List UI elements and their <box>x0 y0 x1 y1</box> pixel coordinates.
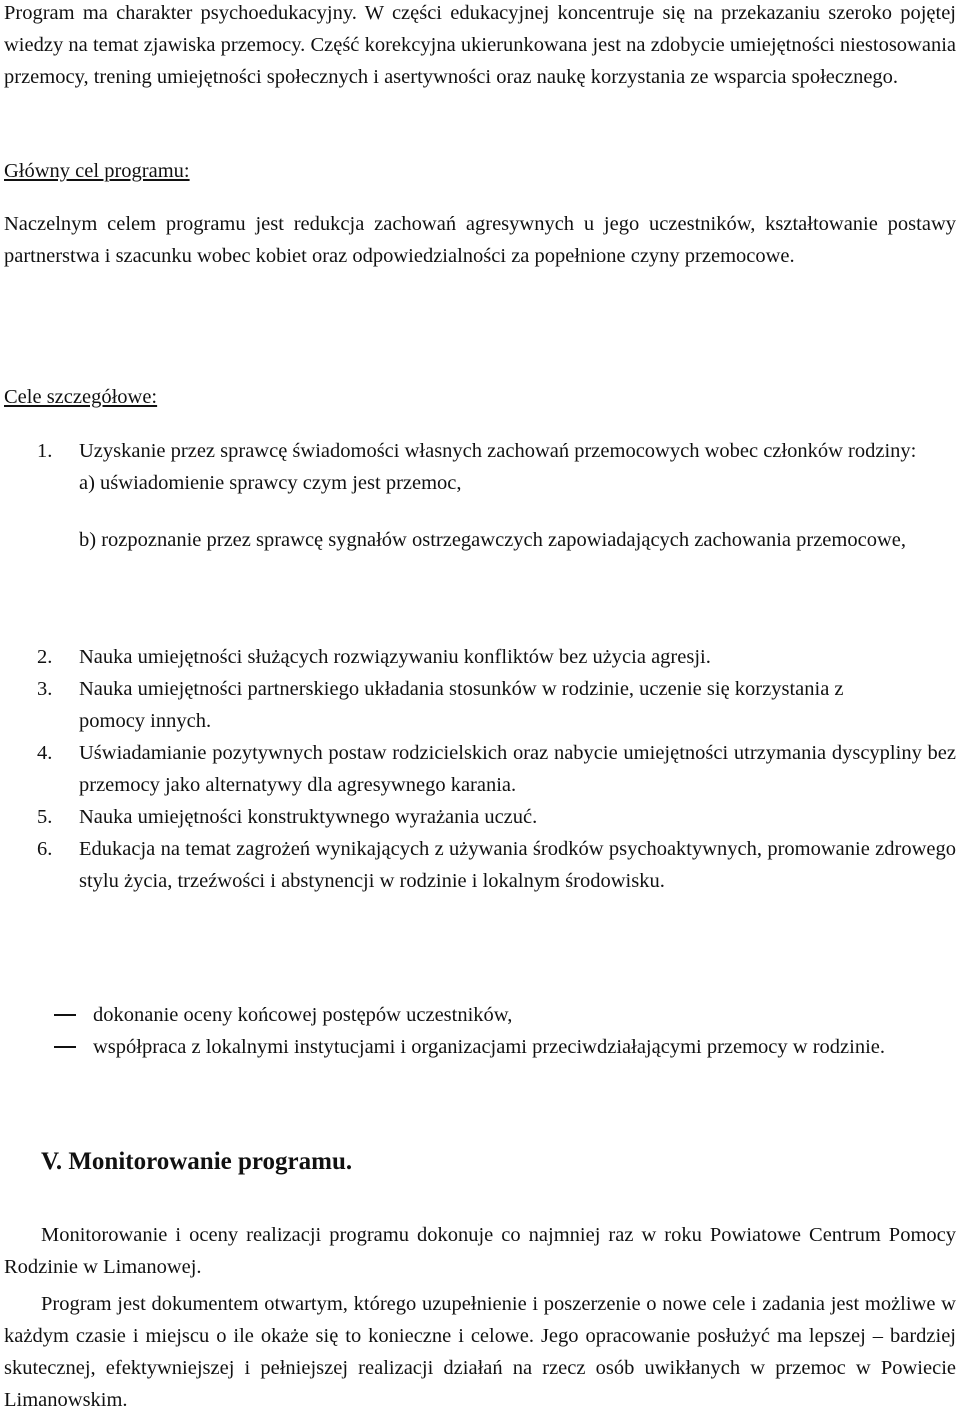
list-item <box>4 435 956 619</box>
list-item <box>4 737 956 801</box>
dash-item-text: współpraca z lokalnymi instytucjami i organizacjami przeciwdziałającymi przemocy w rodzinie. <box>93 1036 885 1058</box>
dash-list <box>4 999 956 1063</box>
list-item <box>4 833 956 897</box>
dash-bullet-icon <box>54 1014 76 1016</box>
list-item <box>4 641 956 673</box>
list-item-text: Uświadamianie pozytywnych postaw rodzicielskich oraz nabycie umiejętności utrzymania dyscypliny bez przemocy jako alternatywy dla agresywnego karania. <box>79 742 956 796</box>
sub-item-a: a) uświadomienie sprawcy czym jest przemoc, <box>79 472 462 494</box>
dash-item <box>4 1031 956 1063</box>
main-goal-heading: Główny cel programu: <box>4 160 190 182</box>
intro-paragraph: Program ma charakter psychoedukacyjny. W części edukacyjnej koncentruje się na przekazaniu szeroko pojętej wiedzy na temat zjawiska przemocy. Część korekcyjna ukierunkowana jest na zdobycie umiejętności niestosowania przemocy, trening umiejętności społecznych i asertywności oraz naukę korzystania ze wsparcia społecznego. <box>4 2 956 88</box>
list-item-number: 3. <box>37 678 53 700</box>
list-item <box>4 801 956 833</box>
section-v-paragraph-2: Program jest dokumentem otwartym, którego uzupełnienie i poszerzenie o nowe cele i zadania jest możliwe w każdym czasie i miejscu o ile okaże się to konieczne i celowe. Jego opracowanie posłużyć ma lepszej – bardziej skutecznej, efektywniejszej i pełniejszej realizacji działań na rzecz osób uwikłanych w przemoc w Powiecie Limanowskim. <box>4 1293 956 1411</box>
dash-item <box>4 999 956 1031</box>
section-v-paragraph-1: Monitorowanie i oceny realizacji programu dokonuje co najmniej raz w roku Powiatowe Centrum Pomocy Rodzinie w Limanowej. <box>4 1224 956 1278</box>
list-item-number: 4. <box>37 742 53 764</box>
list-item-number: 6. <box>37 838 53 860</box>
list-item-text: Edukacja na temat zagrożeń wynikających z używania środków psychoaktywnych, promowanie zdrowego stylu życia, trzeźwości i abstynencji w rodzinie i lokalnym środowisku. <box>79 838 956 892</box>
main-goal-paragraph: Naczelnym celem programu jest redukcja zachowań agresywnych u jego uczestników, kształtowanie postawy partnerstwa i szacunku wobec kobiet oraz odpowiedzialności za popełnione czyny przemocowe. <box>4 213 956 267</box>
dash-item-text: dokonanie oceny końcowej postępów uczestników, <box>93 1004 513 1026</box>
list-item-number: 1. <box>37 440 53 462</box>
specific-goals-list <box>4 435 956 897</box>
specific-goals-heading: Cele szczegółowe: <box>4 386 158 408</box>
list-item-number: 2. <box>37 646 53 668</box>
list-item-text: Uzyskanie przez sprawcę świadomości własnych zachowań przemocowych wobec członków rodziny: <box>79 440 917 462</box>
list-item-text: Nauka umiejętności służących rozwiązywaniu konfliktów bez użycia agresji. <box>79 646 711 668</box>
list-item-text: Nauka umiejętności konstruktywnego wyrażania uczuć. <box>79 806 538 828</box>
list-item <box>4 673 956 737</box>
sub-item-b: b) rozpoznanie przez sprawcę sygnałów ostrzegawczych zapowiadających zachowania przemocowe, <box>79 529 906 551</box>
list-item-text: Nauka umiejętności partnerskiego układania stosunków w rodzinie, uczenie się korzystania z pomocy innych. <box>79 678 844 732</box>
dash-bullet-icon <box>54 1046 76 1048</box>
list-item-number: 5. <box>37 806 53 828</box>
section-v-heading: V. Monitorowanie programu. <box>41 1148 353 1175</box>
